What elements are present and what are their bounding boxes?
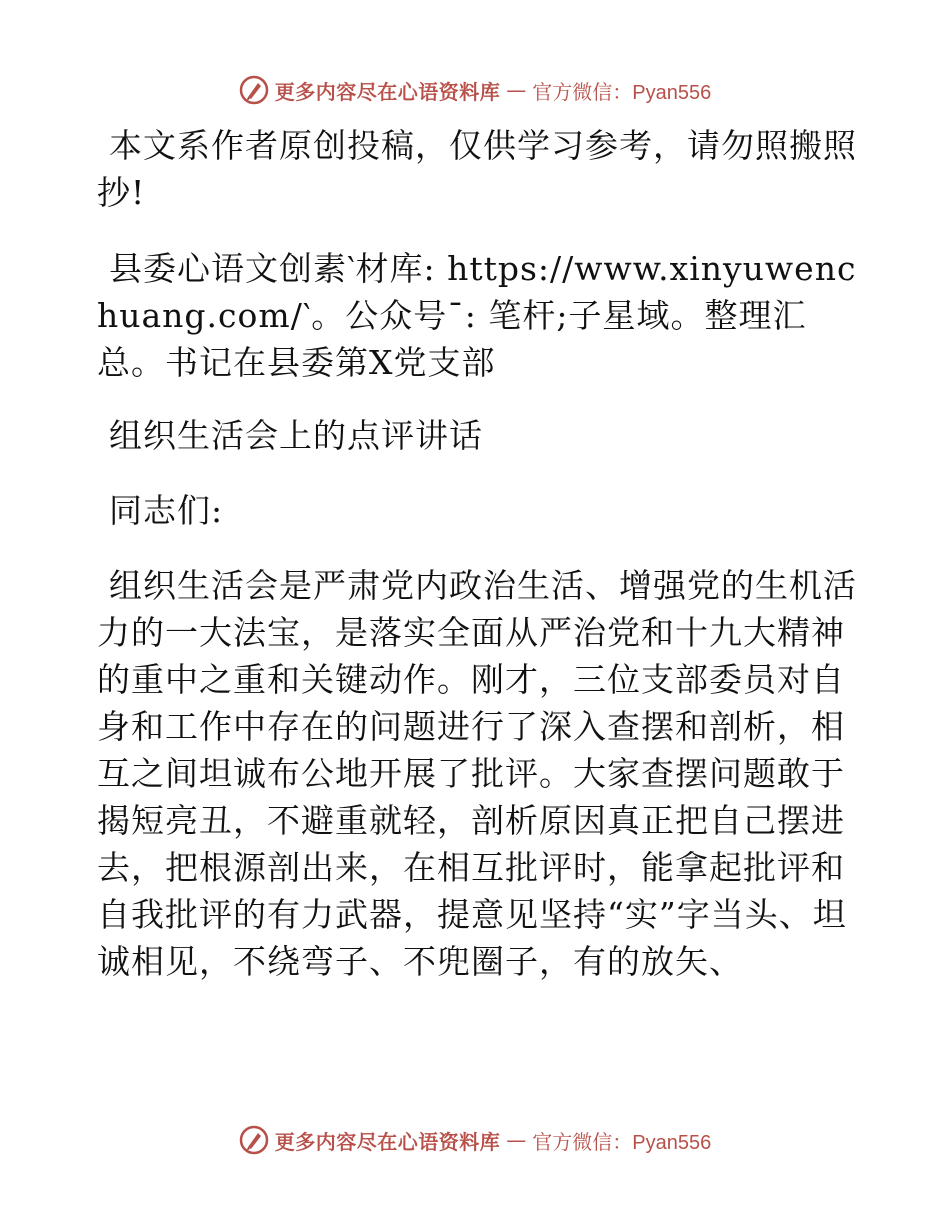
body-paragraph: 组织生活会是严肃党内政治生活、增强党的生机活力的一大法宝，是落实全面从严治党和十九大精神的重中之重和关键动作。刚才，三位支部委员对自身和工作中存在的问题进行了深入查摆和剖析，相互之间坦诚布公地开展了批评。大家查摆问题敢于揭短亮丑，不避重就轻，剖析原因真正把自己摆进去，把根源剖出来，在相互批评时，能拿起批评和自我批评的有力武器，提意见坚持“实”字当头、坦诚相见，不绕弯子、不兜圈子，有的放矢、 bbox=[97, 566, 857, 981]
banner-separator: — bbox=[506, 78, 527, 102]
source-paragraph: 县委心语文创素‵材库: https://www.xinyuwenchuang.com/‵。公众号¯: 笔杆;子星域。整理汇总。书记在县委第X党支部 bbox=[97, 249, 857, 382]
document-body bbox=[97, 122, 857, 985]
pen-logo-icon bbox=[239, 75, 269, 105]
pen-logo-icon bbox=[239, 1125, 269, 1155]
banner-wechat: 官方微信：Pyan556 bbox=[532, 1131, 712, 1154]
salutation: 同志们: bbox=[109, 491, 224, 530]
notice-paragraph: 本文系作者原创投稿，仅供学习参考，请勿照搬照抄! bbox=[97, 126, 857, 212]
document-title: 组织生活会上的点评讲话 bbox=[109, 416, 483, 455]
banner-separator: — bbox=[506, 1128, 527, 1152]
header-banner bbox=[0, 70, 950, 110]
banner-text: 更多内容尽在心语资料库 bbox=[274, 79, 501, 104]
banner-text: 更多内容尽在心语资料库 bbox=[274, 1129, 501, 1154]
banner-wechat: 官方微信：Pyan556 bbox=[532, 81, 712, 104]
footer-banner bbox=[0, 1120, 950, 1160]
